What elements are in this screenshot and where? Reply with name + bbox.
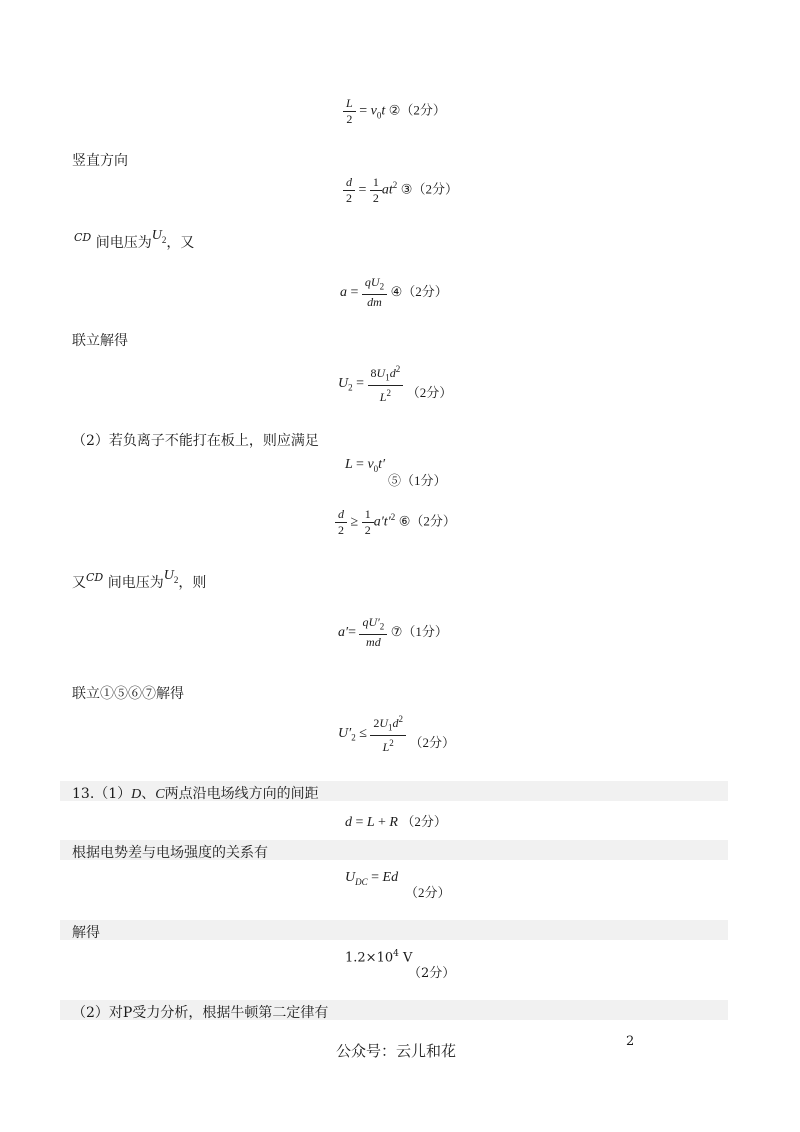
text-vertical-direction: 竖直方向 [72,153,128,169]
equation-vertical: $\frac{d}{2}$ = $\frac{1}{2}$ $at^2$ ③（2分） [343,175,458,206]
equation-result [345,949,412,965]
cd-tail: ，又 [166,235,195,251]
cd-label: CD [74,231,92,244]
u2-symbol-2: U [163,568,174,583]
u2-symbol: U [151,228,162,243]
text-part-2b: （2）对P受力分析，根据牛顿第二定律有 [72,1005,329,1021]
score-l18: （2分） [405,885,451,900]
score-l16: （2分） [401,814,447,829]
cd2-tail: ，则 [178,575,207,591]
q13-desc: 两点沿电场线方向的间距 [164,786,319,802]
text-you: 又 [72,575,86,591]
q13-number: 13.（1） [72,786,132,802]
text-part-2: （2）若负离子不能打在板上，则应满足 [72,433,319,449]
q13-sep: 、 [141,786,156,802]
text-solve-3: 解得 [72,925,100,941]
score-l12: ⑦（1分） [390,623,448,639]
cd-mid: 间电压为 [95,235,152,251]
equation-acceleration-2: a′= $\frac{qU'_2}{md}$ ⑦（1分） [338,615,448,650]
equation-acceleration: a = $\frac{qU_2}{dm}$ ④（2分） [340,275,448,310]
q13-d: D [131,787,142,802]
text-solve-1: 联立解得 [72,333,128,349]
text-relation: 根据电势差与电场强度的关系有 [72,845,268,861]
equation-udc: $U_{DC} = Ed$ [345,870,399,887]
score-l7: （2分） [406,384,453,400]
text-cd-voltage: $^{CD}$ 间电压为$U_2$，又 [74,228,195,251]
score-l9-wrap [388,470,447,490]
footer-account: 公众号：云儿和花 [336,1042,457,1060]
result-exponent: 4 [393,949,399,959]
equation-distance: d = L + R （2分） [345,814,447,830]
equation-u2-prime-result: $U'_2$ ≤ $\frac{2U_1d^2}{L^2}$ （2分） [338,714,456,755]
score-l18-wrap [405,882,451,902]
score-l3: ③（2分） [400,181,458,197]
result-unit: V [398,950,413,966]
score-l1: ②（2分） [388,102,446,118]
band-solve-3 [60,920,728,940]
q13-c: C [155,787,165,802]
text-cd-voltage-2: 又$^{CD}$ 间电压为$U_2$，则 [72,568,207,591]
score-l9: ⑤（1分） [388,473,447,488]
equation-horizontal-2: $L = v_0t'$ [345,457,386,474]
score-l5: ④（2分） [390,283,448,299]
cd2-mid: 间电压为 [107,575,164,591]
cd-label-2: CD [86,571,104,584]
equation-horizontal: $\frac{L}{2}$ = $v_0t$ ②（2分） [343,96,446,127]
score-l14: （2分） [409,734,456,750]
text-q13-part1 [72,783,319,803]
score-l20-wrap [408,962,455,981]
equation-inequality: $\frac{d}{2}$ ≥ $\frac{1}{2}$ $a't'^2$ ⑥（2分） [335,507,456,538]
score-l20: （2分） [408,966,456,981]
score-l10: ⑥（2分） [398,513,456,529]
text-solve-2: 联立①⑤⑥⑦解得 [72,686,184,702]
equation-u2-result: $U_2$ = $\frac{8U_1d^2}{L^2}$ （2分） [338,364,453,405]
page-number: 2 [626,1034,635,1049]
result-value: 1.2×10 [345,950,394,966]
